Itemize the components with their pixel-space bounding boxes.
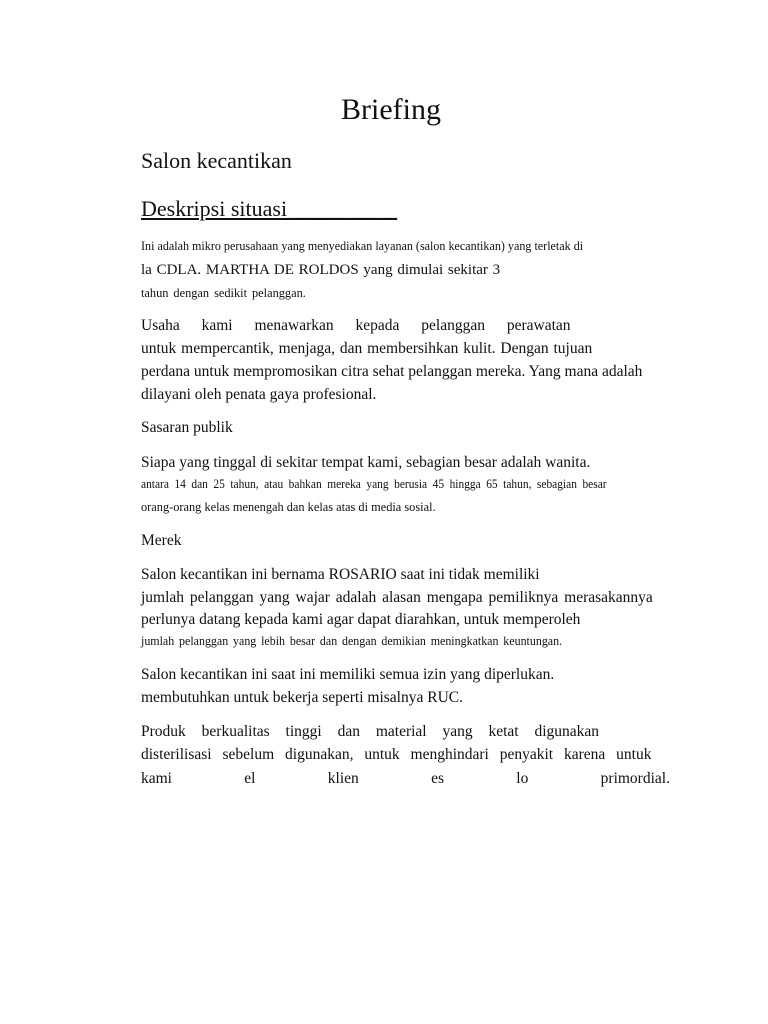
p2-line-1: Usaha kami menawarkan kepada pelanggan perawatan	[141, 317, 571, 334]
document-title: Briefing	[341, 93, 441, 126]
p4-line-2: jumlah pelanggan yang wajar adalah alasan mengapa pemiliknya merasakannya	[141, 589, 653, 606]
p1-line-2: la CDLA. MARTHA DE ROLDOS yang dimulai sekitar 3	[141, 262, 501, 278]
p4-line-1: Salon kecantikan ini bernama ROSARIO saat ini tidak memiliki	[141, 566, 540, 583]
p3-line-1: Siapa yang tinggal di sekitar tempat kami, sebagian besar adalah wanita.	[141, 454, 591, 471]
p6-line-1: Produk berkualitas tinggi dan material yang ketat digunakan	[141, 723, 600, 740]
p1-line-1: Ini adalah mikro perusahaan yang menyediakan layanan (salon kecantikan) yang terletak di	[141, 238, 584, 253]
p6-line-3	[141, 770, 670, 788]
p5-line-2: membutuhkan untuk bekerja seperti misalnya RUC.	[141, 689, 463, 706]
p6-word: el	[244, 770, 256, 787]
p2-line-2: untuk mempercantik, menjaga, dan membersihkan kulit. Dengan tujuan	[141, 340, 593, 357]
heading-merek: Merek	[141, 532, 182, 549]
heading-sasaran-publik: Sasaran publik	[141, 419, 233, 436]
p6-word: es	[431, 770, 444, 787]
p3-line-2: antara 14 dan 25 tahun, atau bahkan mereka yang berusia 45 hingga 65 tahun, sebagian besar	[141, 476, 607, 491]
p6-word: kami	[141, 770, 172, 787]
p4-line-3: perlunya datang kepada kami agar dapat diarahkan, untuk memperoleh	[141, 611, 581, 628]
p4-line-4: jumlah pelanggan yang lebih besar dan dengan demikian meningkatkan keuntungan.	[141, 633, 563, 648]
p5-line-1: Salon kecantikan ini saat ini memiliki semua izin yang diperlukan.	[141, 666, 555, 683]
p6-word: klien	[327, 770, 359, 787]
p6-word: primordial.	[600, 770, 670, 787]
p3-line-3: orang-orang kelas menengah dan kelas atas di media sosial.	[141, 499, 436, 514]
p2-line-3: perdana untuk mempromosikan citra sehat pelanggan mereka. Yang mana adalah	[141, 363, 643, 380]
p6-line-2: disterilisasi sebelum digunakan, untuk menghindari penyakit karena untuk	[141, 746, 652, 763]
document-subtitle: Salon kecantikan	[141, 148, 292, 173]
p6-word: lo	[516, 770, 529, 787]
p1-line-3: tahun dengan sedikit pelanggan.	[141, 285, 306, 300]
section-heading: Deskripsi situasi__________	[141, 196, 398, 221]
p2-line-4: dilayani oleh penata gaya profesional.	[141, 386, 377, 403]
